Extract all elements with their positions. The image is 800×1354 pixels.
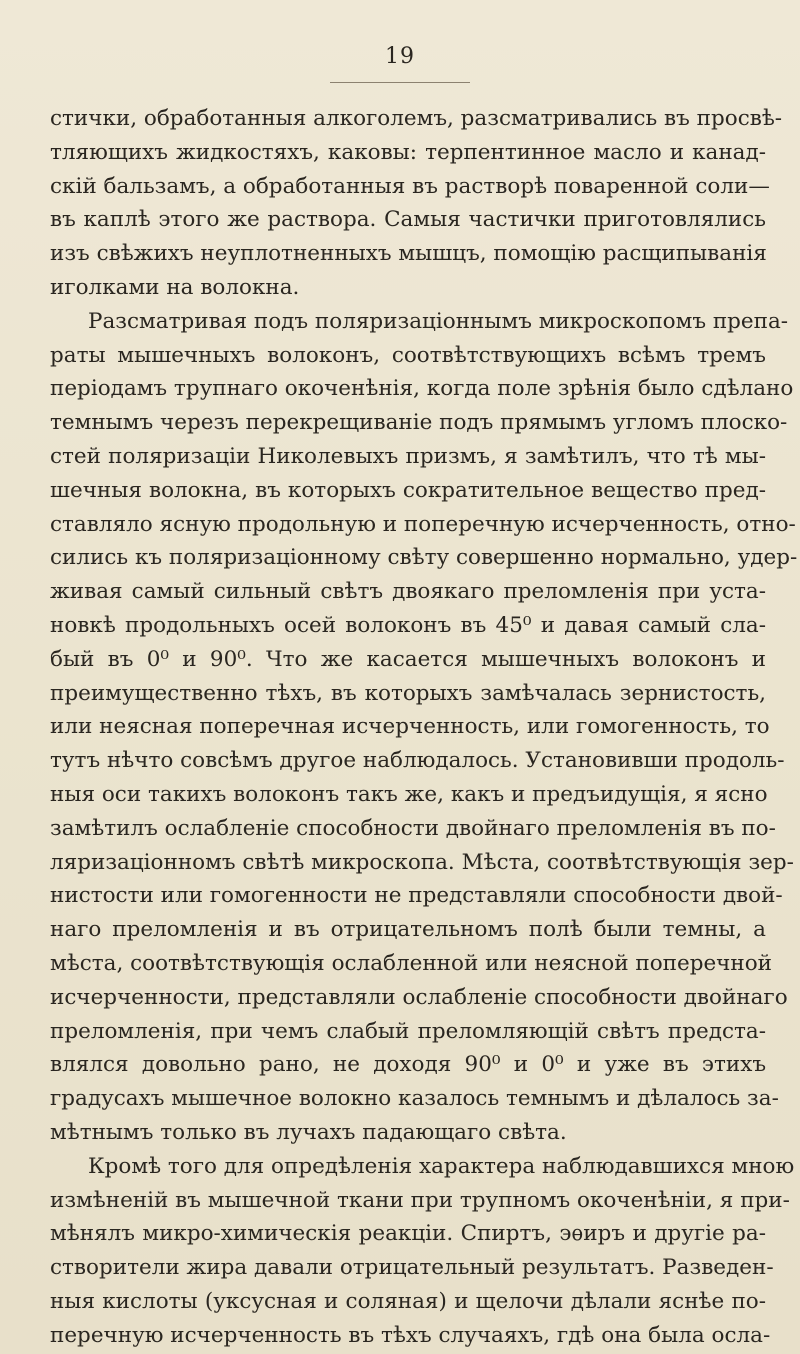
text-line: ныя кислоты (уксусная и соляная) и щелочи дѣлали яснѣе по- [50,1288,766,1314]
text-line: живая самый сильный свѣтъ двоякаго преломленія при уста- [50,579,766,605]
text-line: стички, обработанныя алкоголемъ, разсматривались въ просвѣ- [50,106,783,131]
text-line: градусахъ мышечное волокно казалось темнымъ и дѣлалось за- [50,1086,779,1112]
text-line: раты мышечныхъ волоконъ, соотвѣтствующихъ всѣмъ тремъ [50,342,766,368]
text-line: перечную исчерченность въ тѣхъ случаяхъ, гдѣ она была осла- [50,1322,771,1348]
text-line: мѣтнымъ только въ лучахъ падающаго свѣта. [50,1119,567,1145]
text-line: или неясная поперечная исчерченность, или гомогенность, то [50,714,770,740]
text-line: влялся довольно рано, не доходя 90⁰ и 0⁰ и уже въ этихъ [50,1052,766,1078]
text-line: ставляло ясную продольную и поперечную исчерченность, отно- [50,511,796,537]
text-line: въ каплѣ этого же раствора. Самыя частички приготовлялись [50,207,766,233]
text-line: преломленія, при чемъ слабый преломляющій свѣтъ предста- [50,1018,766,1044]
text-line: иголками на волокна. [50,274,300,300]
paragraph-start-line: Разсматривая подъ поляризаціоннымъ микроскопомъ препа- [88,308,789,334]
text-line: тутъ нѣчто совсѣмъ другое наблюдалось. Установивши продоль- [50,748,785,774]
text-line: нистости или гомогенности не представляли способности двой- [50,883,783,909]
paragraph-start-line: Кромѣ того для опредѣленія характера наблюдавшихся мною [88,1153,795,1179]
text-line: створители жира давали отрицательный результатъ. Разведен- [50,1255,774,1281]
body-text [50,102,798,1352]
text-line: измѣненій въ мышечной ткани при трупномъ окоченѣніи, я при- [50,1187,790,1213]
text-line: исчерченности, представляли ослабленіе способности двойнаго [50,984,788,1010]
text-line: сились къ поляризаціонному свѣту совершенно нормально, удер- [50,545,798,571]
text-line: новкѣ продольныхъ осей волоконъ въ 45⁰ и давая самый сла- [50,612,766,638]
text-line: темнымъ черезъ перекрещиваніе подъ прямымъ угломъ плоско- [50,410,788,436]
text-line: періодамъ трупнаго окоченѣнія, когда поле зрѣнія было сдѣлано [50,376,794,402]
text-line: стей поляризаціи Николевыхъ призмъ, я замѣтилъ, что тѣ мы- [50,443,766,469]
text-line: ныя оси такихъ волоконъ такъ же, какъ и предъидущія, я ясно [50,781,768,807]
text-line: мѣнялъ микро-химическія реакціи. Спиртъ, эѳиръ и другіе ра- [50,1221,766,1247]
text-line: скій бальзамъ, а обработанныя въ растворѣ поваренной соли— [50,173,770,199]
text-line: наго преломленія и въ отрицательномъ полѣ были темны, а [50,917,766,943]
text-line: изъ свѣжихъ неуплотненныхъ мышцъ, помощію расщипыванія [50,241,767,267]
page-number: 19 [385,44,415,69]
text-line: шечныя волокна, въ которыхъ сократительное вещество пред- [50,477,766,503]
text-line: мѣста, соотвѣтствующія ослабленной или неясной поперечной [50,950,773,976]
text-line: бый въ 0⁰ и 90⁰. Что же касается мышечныхъ волоконъ и [50,646,766,672]
text-line: тляющихъ жидкостяхъ, каковы: терпентинное масло и канад- [50,139,766,165]
header-rule [330,82,470,83]
text-line: преимущественно тѣхъ, въ которыхъ замѣчалась зернистость, [50,680,766,706]
text-line: замѣтилъ ослабленіе способности двойнаго преломленія въ по- [50,815,776,841]
text-line: ляризаціонномъ свѣтѣ микроскопа. Мѣста, соотвѣтствующія зер- [50,849,794,875]
